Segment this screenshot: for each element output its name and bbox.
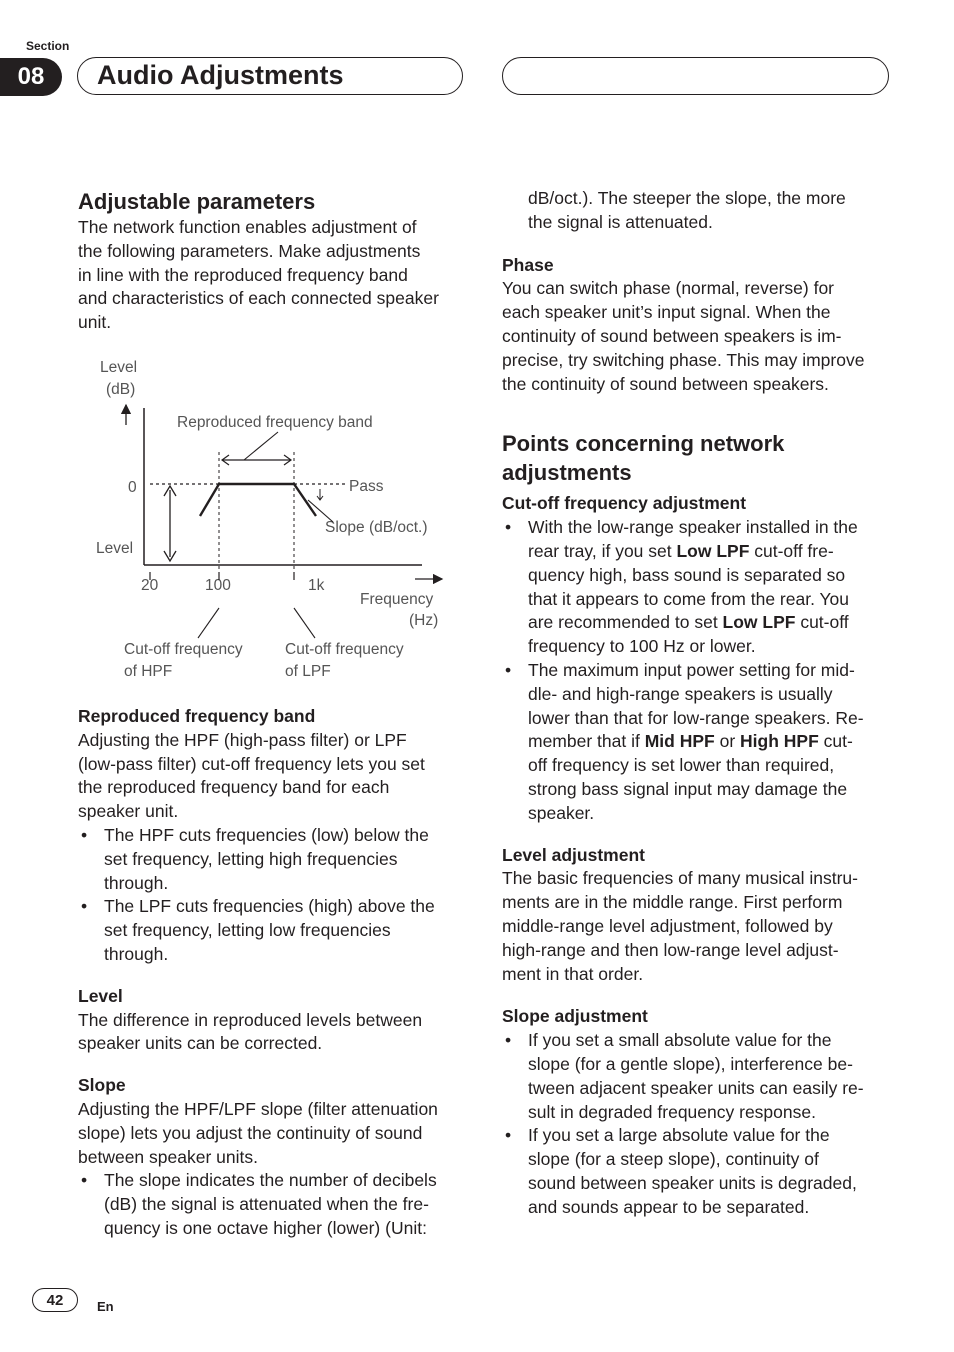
setting-name: Low LPF: [676, 540, 750, 561]
list-line: speaker.: [528, 802, 595, 823]
text-run: cut-off fre-: [749, 540, 834, 561]
text-run: or: [714, 731, 741, 752]
intro-line: unit.: [78, 312, 112, 333]
list-line: set frequency, letting low frequencies: [104, 920, 391, 941]
body-line: The basic frequencies of many musical instru-: [502, 868, 858, 889]
list-line: that it appears to come from the rear. You: [528, 588, 850, 609]
body-line: ments are in the middle range. First perform: [502, 892, 843, 913]
list-line: through.: [104, 943, 169, 964]
body-line: Adjusting the HPF/LPF slope (filter attenuation: [78, 1098, 438, 1119]
body-line: You can switch phase (normal, reverse) for: [502, 278, 835, 299]
setting-name: High HPF: [740, 731, 819, 752]
body-line: between speaker units.: [78, 1146, 258, 1167]
frequency-response-curve: [200, 484, 316, 516]
list-item: [78, 895, 468, 966]
list-item: [502, 1029, 892, 1124]
text-run: rear tray, if you set: [528, 540, 677, 561]
points-heading: [502, 429, 892, 487]
lpf-leader-line: [294, 608, 315, 638]
body-line: the reproduced frequency band for each: [78, 777, 390, 798]
hpf-label: Cut-off frequency: [124, 641, 243, 658]
list-line: [528, 611, 892, 635]
text-run: cut-: [818, 731, 853, 752]
slope-heading: Slope: [78, 1075, 126, 1096]
lpf-label: Cut-off frequency: [285, 641, 404, 658]
level-axis-label: Level: [100, 359, 138, 376]
list-line: • The HPF cuts frequencies (low) below the: [104, 824, 429, 845]
slope-continuation: [502, 187, 892, 235]
page-number: 42: [32, 1288, 78, 1312]
list-line: [528, 540, 892, 564]
list-line: • The slope indicates the number of decibels: [104, 1170, 437, 1191]
slope-adjustment-list: [502, 1029, 892, 1219]
right-title-frame: [502, 57, 889, 95]
frequency-band-diagram: [78, 350, 468, 690]
list-line: • The maximum input power setting for mid-: [528, 659, 855, 680]
frequency-label: Frequency: [360, 591, 434, 608]
left-column-top: [78, 187, 468, 335]
setting-name: Mid HPF: [644, 731, 715, 752]
list-line: (dB) the signal is attenuated when the fre-: [104, 1194, 429, 1215]
slope-list: [78, 1169, 468, 1240]
hpf-label-2: of HPF: [124, 663, 173, 680]
list-line: tween adjacent speaker units can easily re-: [528, 1077, 864, 1098]
diagram-svg: [78, 350, 468, 690]
band-leader-line: [244, 432, 278, 460]
points-heading-line: adjustments: [502, 460, 632, 486]
list-line: and sounds appear to be separated.: [528, 1196, 810, 1217]
level-axis-unit: (dB): [106, 381, 136, 398]
page-title: Audio Adjustments: [97, 60, 344, 90]
phase-heading: Phase: [502, 254, 554, 275]
hpf-leader-line: [198, 608, 219, 638]
body-line: the signal is attenuated.: [528, 211, 713, 232]
body-line: speaker unit.: [78, 801, 179, 822]
lpf-label-2: of LPF: [285, 663, 331, 680]
cutoff-heading: Cut-off frequency adjustment: [502, 493, 747, 514]
slope-adjustment-heading: Slope adjustment: [502, 1006, 648, 1027]
reproduced-band-heading: Reproduced frequency band: [78, 706, 316, 726]
right-column: [502, 187, 892, 1219]
body-line: speaker units can be corrected.: [78, 1033, 323, 1054]
reproduced-band-list: [78, 824, 468, 967]
intro-line: The network function enables adjustment of: [78, 217, 417, 237]
body-line: high-range and then low-range level adjust-: [502, 939, 839, 960]
list-line: sult in degraded frequency response.: [528, 1101, 816, 1122]
list-line: slope (for a steep slope), continuity of: [528, 1149, 819, 1170]
intro-line: the following parameters. Make adjustments: [78, 240, 421, 261]
intro-line: and characteristics of each connected speaker: [78, 288, 439, 309]
tick-label-100: 100: [205, 577, 231, 594]
text-run: cut-off: [795, 612, 849, 633]
tick-label-20: 20: [141, 577, 159, 594]
section-number-badge: 08: [0, 58, 62, 96]
pass-label: Pass: [349, 478, 384, 495]
setting-name: Low LPF: [722, 612, 796, 633]
list-item: [502, 659, 892, 826]
list-item: [78, 1169, 468, 1240]
list-line: • With the low-range speaker installed in the: [528, 517, 858, 538]
list-line: through.: [104, 872, 169, 893]
list-line: • If you set a small absolute value for the: [528, 1030, 832, 1051]
list-line: sound between speaker units is degraded,: [528, 1172, 857, 1193]
intro-line: in line with the reproduced frequency band: [78, 264, 408, 285]
text-run: are recommended to set: [528, 612, 723, 633]
adjustable-parameters-heading: Adjustable parameters: [78, 189, 316, 214]
list-line: dle- and high-range speakers is usually: [528, 683, 833, 704]
language-code: En: [97, 1299, 114, 1314]
list-line: • The LPF cuts frequencies (high) above the: [104, 896, 435, 917]
list-item: [502, 516, 892, 659]
left-column-bottom: [78, 705, 468, 1241]
list-line: strong bass signal input may damage the: [528, 778, 848, 799]
body-line: (low-pass filter) cut-off frequency lets you set: [78, 753, 425, 774]
body-line: Adjusting the HPF (high-pass filter) or LPF: [78, 729, 407, 750]
body-line: dB/oct.). The steeper the slope, the more: [528, 188, 846, 208]
list-line: • If you set a large absolute value for the: [528, 1125, 830, 1146]
frequency-unit: (Hz): [409, 612, 439, 629]
level-label: Level: [96, 540, 134, 557]
tick-label-1k: 1k: [308, 577, 325, 594]
body-line: continuity of sound between speakers is im-: [502, 325, 842, 346]
body-line: middle-range level adjustment, followed by: [502, 915, 833, 936]
list-line: frequency to 100 Hz or lower.: [528, 636, 756, 657]
list-item: [78, 824, 468, 895]
body-line: slope) lets you adjust the continuity of sound: [78, 1122, 423, 1143]
body-line: The difference in reproduced levels between: [78, 1009, 423, 1030]
body-line: the continuity of sound between speakers.: [502, 373, 829, 394]
section-label: Section: [26, 39, 70, 53]
band-label: Reproduced frequency band: [177, 414, 373, 431]
list-line: slope (for a gentle slope), interference be-: [528, 1053, 853, 1074]
list-item: [502, 1124, 892, 1219]
level-adjustment-heading: Level adjustment: [502, 844, 645, 865]
points-heading-line: Points concerning network: [502, 431, 785, 457]
cutoff-list: [502, 516, 892, 825]
list-line: set frequency, letting high frequencies: [104, 848, 398, 869]
list-line: off frequency is set lower than required,: [528, 755, 835, 776]
text-run: member that if: [528, 731, 645, 752]
level-heading: Level: [78, 985, 123, 1006]
slope-label: Slope (dB/oct.): [325, 519, 428, 536]
body-line: each speaker unit’s input signal. When the: [502, 302, 831, 323]
body-line: precise, try switching phase. This may improve: [502, 349, 865, 370]
zero-label: 0: [128, 479, 137, 496]
list-line: quency high, bass sound is separated so: [528, 564, 846, 585]
list-line: [528, 730, 892, 754]
list-line: lower than that for low-range speakers. Re-: [528, 707, 864, 728]
list-line: quency is one octave higher (lower) (Unit:: [104, 1217, 427, 1238]
body-line: ment in that order.: [502, 963, 644, 984]
